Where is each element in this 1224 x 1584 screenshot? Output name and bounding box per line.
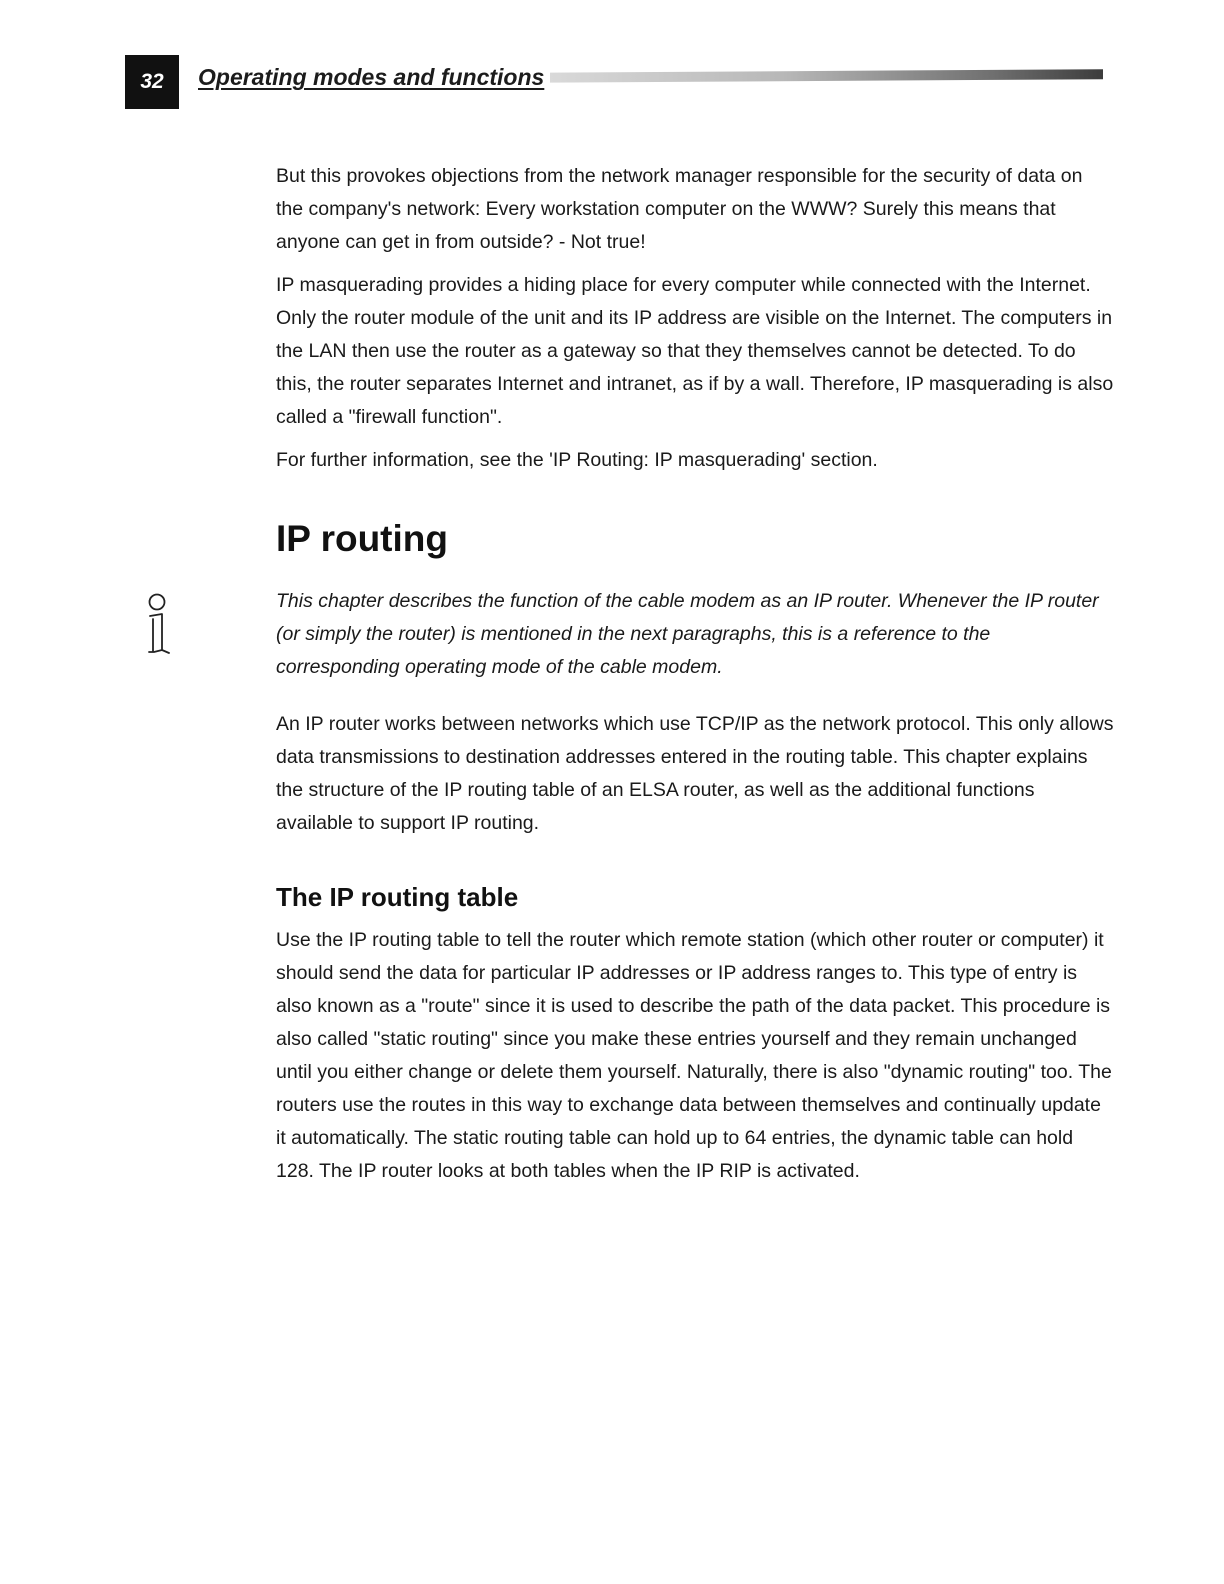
ip-routing-paragraph: An IP router works between networks which use TCP/IP as the network protocol. This only allows data transmissions to destination addresses entered in the routing table. This chapter explains the structure of the IP routing table of an ELSA router, as well as the additional functions available to support IP routing.	[276, 713, 1114, 834]
intro-paragraph-2: IP masquerading provides a hiding place for every computer while connected with the Internet. Only the router module of the unit and its IP address are visible on the Internet. The computers in the LAN then use the router as a gateway so that they themselves cannot be detected. To do this, the router separates Internet and intranet, as if by a wall. Therefore, IP masquerading is also called a "firewall function".	[276, 274, 1114, 428]
note-text: This chapter describes the function of the cable modem as an IP router. Whenever the IP router (or simply the router) is mentioned in the next paragraphs, this is a reference to the corresponding operating mode of the cable modem.	[276, 590, 1099, 678]
page-number: 32	[125, 55, 179, 109]
running-header	[198, 64, 1103, 94]
routing-table-paragraph: Use the IP routing table to tell the router which remote station (which other router or computer) it should send the data for particular IP addresses or IP address ranges to. This type of entry is also known as a "route" since it is used to describe the path of the data packet. This procedure is also called "static routing" since you make these entries yourself and they remain unchanged until you either change or delete them yourself. Naturally, there is also "dynamic routing" too. The routers use the routes in this way to exchange data between themselves and continually update it automatically. The static routing table can hold up to 64 entries, the dynamic table can hold 128. The IP router looks at both tables when the IP RIP is activated.	[276, 929, 1112, 1182]
chapter-title: Operating modes and functions	[198, 64, 550, 91]
subsection-heading-routing-table: The IP routing table	[276, 882, 519, 912]
info-icon	[140, 593, 178, 657]
page-content	[276, 160, 1114, 1188]
intro-paragraph-3: For further information, see the 'IP Routing: IP masquerading' section.	[276, 449, 878, 471]
section-heading-ip-routing: IP routing	[276, 518, 448, 559]
intro-paragraph-1: But this provokes objections from the network manager responsible for the security of data on the company's network: Every workstation computer on the WWW? Surely this means that anyone can get in from outside? - Not true!	[276, 165, 1083, 253]
